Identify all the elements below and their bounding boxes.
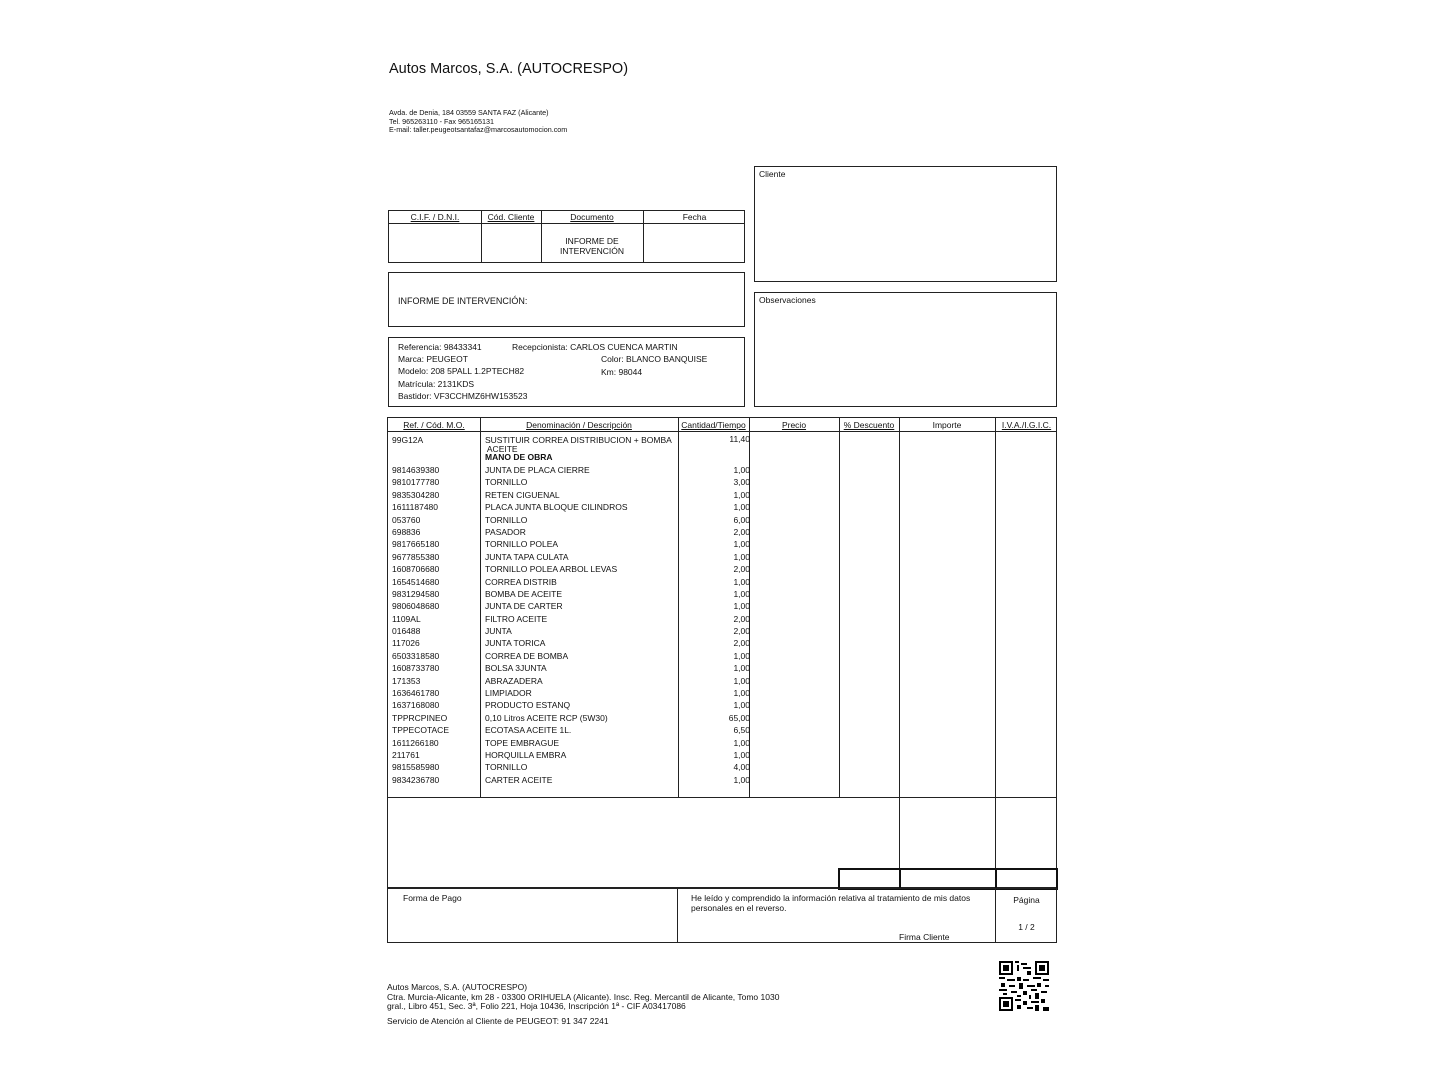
item-qty: 2,00 [733, 638, 750, 649]
privacy-line: He leído y comprendido la información relativa al tratamiento de mis datos [691, 893, 971, 903]
item-ref: TPPECOTACE [392, 725, 449, 736]
item-desc: JUNTA DE PLACA CIERRE [485, 465, 590, 475]
table-row [388, 774, 750, 786]
labour-row [388, 434, 750, 464]
item-ref: 053760 [392, 514, 421, 525]
item-qty: 1,00 [733, 502, 750, 513]
item-ref: 1636461780 [392, 688, 440, 699]
item-desc: TORNILLO POLEA [485, 539, 559, 550]
item-desc: TORNILLO [485, 762, 528, 773]
item-qty: 1,00 [733, 551, 750, 562]
informe-box [388, 272, 745, 327]
desc-line-mano-obra: MANO DE OBRA [485, 452, 553, 462]
column-divider [677, 889, 678, 942]
item-qty: 1,00 [733, 737, 750, 748]
item-ref: 1608733780 [392, 663, 440, 674]
item-desc: BOMBA DE ACEITE [485, 588, 562, 599]
item-qty: 2,00 [733, 564, 750, 575]
table-row [388, 687, 750, 699]
item-ref: 9817665180 [392, 539, 440, 550]
column-divider [899, 418, 900, 889]
color: Color: BLANCO BANQUISE [601, 354, 708, 364]
documento-line: INTERVENCIÓN [559, 245, 625, 256]
pagina-label: Página [1013, 895, 1040, 905]
item-qty: 1,00 [733, 700, 750, 711]
item-desc: PRODUCTO ESTANQ [485, 700, 571, 711]
referencia: Referencia: 98433341 [398, 342, 482, 352]
header-cod-cliente: Cód. Cliente [487, 212, 535, 222]
item-desc: ECOTASA ACEITE 1L. [485, 725, 572, 736]
items-table [387, 417, 1057, 888]
item-ref: 9835304280 [392, 489, 440, 500]
item-ref: 1637168080 [392, 700, 440, 711]
item-ref: 1654514680 [392, 576, 440, 587]
item-qty: 1,00 [733, 774, 750, 785]
item-qty: 1,00 [733, 688, 750, 699]
item-desc: TORNILLO POLEA ARBOL LEVAS [485, 564, 618, 575]
item-ref: 9806048680 [392, 601, 440, 612]
item-qty: 1,00 [733, 489, 750, 500]
modelo: Modelo: 208 5PALL 1.2PTECH82 [398, 366, 525, 376]
item-ref: TPPRCPINEO [392, 712, 448, 723]
item-qty: 65,00 [728, 712, 750, 723]
item-desc: CORREA DISTRIB [485, 576, 557, 587]
pagina-value: 1 / 2 [1018, 922, 1035, 932]
item-desc: LIMPIADOR [485, 688, 532, 699]
table-row [388, 538, 750, 550]
table-row [388, 514, 750, 526]
cliente-label: Cliente [759, 169, 786, 179]
documento-line: INFORME DE [565, 236, 619, 246]
item-desc: TORNILLO [485, 477, 528, 488]
table-row [388, 749, 750, 761]
item-ref: 211761 [392, 749, 420, 760]
table-row [388, 464, 750, 476]
item-ref: 6503318580 [392, 650, 440, 661]
item-qty: 11,40 [729, 434, 750, 444]
matricula: Matrícula: 2131KDS [398, 379, 475, 389]
total-iva-box [995, 868, 1058, 890]
item-qty: 3,00 [733, 477, 750, 488]
item-ref: 698836 [392, 526, 421, 537]
item-desc: CARTER ACEITE [485, 774, 553, 785]
item-desc: ABRAZADERA [485, 675, 543, 686]
table-row [388, 625, 750, 637]
item-ref: 9815585980 [392, 762, 440, 773]
table-row [388, 588, 750, 600]
th-importe: Importe [932, 420, 962, 430]
item-ref: 9814639380 [392, 465, 440, 475]
item-ref: 1611266180 [392, 737, 439, 748]
column-divider [995, 418, 996, 889]
informe-label: INFORME DE INTERVENCIÓN: [398, 296, 528, 306]
company-name: Autos Marcos, S.A. (AUTOCRESPO) [389, 61, 629, 77]
legal-address: Ctra. Murcia-Alicante, km 28 - 03300 ORIHUELA (Alicante). Insc. Reg. Mercantil de Alicante, Tomo 1030 [387, 991, 780, 1002]
forma-pago-label: Forma de Pago [403, 893, 462, 903]
item-qty: 1,00 [733, 539, 750, 550]
item-desc [485, 436, 672, 462]
item-qty: 4,00 [733, 762, 750, 773]
item-qty: 1,00 [733, 749, 750, 760]
company-address [389, 109, 567, 135]
item-ref: 9677855380 [392, 551, 440, 562]
firma-cliente-label: Firma Cliente [899, 932, 950, 942]
item-qty: 6,00 [733, 514, 750, 525]
item-ref: 9810177780 [392, 477, 440, 488]
table-row [388, 576, 750, 588]
legal-company: Autos Marcos, S.A. (AUTOCRESPO) [387, 982, 528, 992]
table-row [388, 563, 750, 575]
item-ref: 016488 [392, 626, 421, 637]
item-desc: JUNTA [485, 626, 512, 637]
item-qty: 2,00 [733, 526, 750, 537]
item-desc: HORQUILLA EMBRA [485, 749, 567, 760]
item-ref: 99G12A [392, 435, 424, 445]
legal-footer [387, 983, 779, 1026]
item-desc: JUNTA TORICA [485, 638, 546, 649]
desc-line: ACEITE [485, 443, 518, 454]
item-desc: JUNTA DE CARTER [485, 601, 563, 612]
desc-line: SUSTITUIR CORREA DISTRIBUCION + BOMBA [485, 435, 672, 445]
th-cantidad: Cantidad/Tiempo [681, 420, 746, 430]
table-row [388, 526, 750, 538]
item-ref: 9831294580 [392, 588, 440, 599]
table-row [388, 637, 750, 649]
column-divider [839, 418, 840, 797]
th-precio: Precio [781, 420, 807, 430]
item-ref: 117026 [392, 638, 420, 649]
table-row [388, 501, 750, 513]
privacy-notice [691, 894, 970, 913]
item-qty: 1,00 [733, 465, 750, 475]
item-desc: TORNILLO [485, 514, 528, 525]
th-ref: Ref. / Cód. M.O. [403, 420, 465, 430]
address-line: Avda. de Denia, 184 03559 SANTA FAZ (Alicante) [389, 108, 549, 117]
item-desc: 0,10 Litros ACEITE RCP (5W30) [485, 712, 608, 723]
item-qty: 1,00 [733, 675, 750, 686]
table-row [388, 737, 750, 749]
header-cif: C.I.F. / D.N.I. [410, 212, 460, 222]
item-qty: 2,00 [733, 626, 750, 637]
item-qty: 1,00 [733, 650, 750, 661]
item-qty: 2,00 [733, 613, 750, 624]
table-row [388, 662, 750, 674]
item-qty: 1,00 [733, 576, 750, 587]
item-ref: 171353 [392, 675, 421, 686]
th-iva: I.V.A./I.G.I.C. [1001, 420, 1052, 430]
th-descripcion: Denominación / Descripción [526, 420, 632, 430]
table-row [388, 650, 750, 662]
header-fecha: Fecha [682, 212, 707, 222]
km: Km: 98044 [601, 367, 643, 377]
marca: Marca: PEUGEOT [398, 354, 468, 364]
table-row [388, 761, 750, 773]
table-row [388, 724, 750, 736]
privacy-line: personales en el reverso. [691, 902, 787, 913]
cliente-box [754, 166, 1057, 282]
item-desc: PASADOR [485, 526, 526, 537]
qr-code-icon [999, 961, 1049, 1011]
table-row [388, 489, 750, 501]
item-desc: PLACA JUNTA BLOQUE CILINDROS [485, 502, 628, 513]
table-row [388, 551, 750, 563]
th-descuento: % Descuento [843, 420, 895, 430]
item-desc: RETEN CIGUENAL [485, 489, 560, 500]
item-ref: 1109AL [392, 613, 421, 624]
item-ref: 1611187480 [392, 502, 439, 513]
table-row [388, 476, 750, 488]
table-row [388, 600, 750, 612]
item-desc: CORREA DE BOMBA [485, 650, 569, 661]
document-info-table [388, 210, 745, 263]
table-row [388, 613, 750, 625]
observaciones-label: Observaciones [759, 295, 816, 305]
footer-form [387, 888, 1057, 943]
item-desc: BOLSA 3JUNTA [485, 663, 547, 674]
item-desc: FILTRO ACEITE [485, 613, 548, 624]
observaciones-box [754, 292, 1057, 407]
recepcionista: Recepcionista: CARLOS CUENCA MARTIN [512, 342, 678, 352]
item-desc: JUNTA TAPA CULATA [485, 551, 569, 562]
total-importe-box [899, 868, 997, 890]
phone-fax-line: Tel. 965263110 - Fax 965165131 [389, 116, 494, 126]
bastidor: Bastidor: VF3CCHMZ6HW153523 [398, 391, 528, 401]
documento-value [541, 237, 643, 256]
item-qty: 6,50 [733, 725, 750, 736]
items-bottom-divider [388, 797, 1056, 798]
header-documento: Documento [570, 212, 614, 222]
total-descuento-box [838, 868, 901, 890]
item-desc: TOPE EMBRAGUE [485, 737, 559, 748]
table-row [388, 699, 750, 711]
item-qty: 1,00 [733, 663, 750, 674]
vehicle-info [388, 337, 745, 407]
table-row [388, 712, 750, 724]
table-row [388, 675, 750, 687]
item-ref: 1608706680 [392, 564, 440, 575]
item-ref: 9834236780 [392, 774, 440, 785]
header-divider [388, 431, 1056, 432]
item-qty: 1,00 [733, 601, 750, 612]
email-line: E-mail: taller.peugeotsantafaz@marcosautomocion.com [389, 125, 568, 135]
items-rows [388, 434, 750, 786]
item-qty: 1,00 [733, 588, 750, 599]
customer-service: Servicio de Atención al Cliente de PEUGEOT: 91 347 2241 [387, 1015, 609, 1026]
legal-registry: gral., Libro 451, Sec. 3ª, Folio 221, Hoja 10436, Inscripción 1ª - CIF A03417086 [387, 1001, 686, 1011]
